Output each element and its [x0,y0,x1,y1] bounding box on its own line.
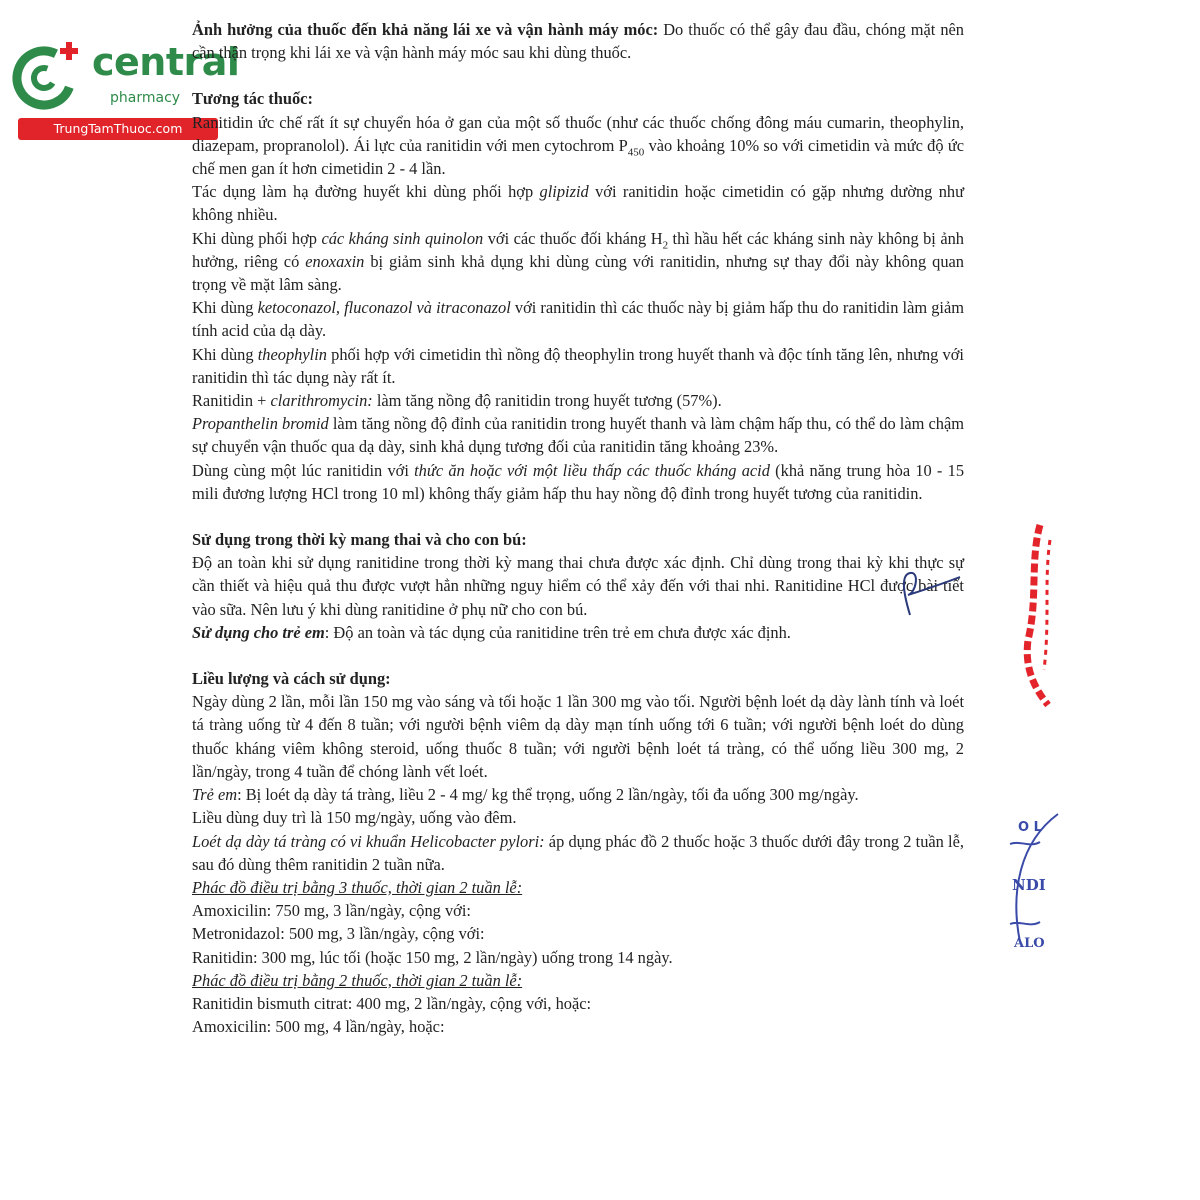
regimen2-item: Amoxicilin: 500 mg, 4 lần/ngày, hoặc: [192,1017,445,1037]
dosage-hp [192,830,964,876]
text-span: thì hầu hết các kháng sinh này không bị ảnh hưởng, riêng có [192,228,964,271]
children-text: : Độ an toàn và tác dụng của ranitidine trên trẻ em chưa được xác định. [324,622,791,642]
text-span: Khi dùng [192,344,258,364]
children-label: Sử dụng cho trẻ em [192,622,325,642]
regimen3-item: Ranitidin: 300 mg, lúc tối (hoặc 150 mg, 2 lần/ngày) uống trong 14 ngày. [192,947,673,967]
interactions-p1 [192,111,964,181]
interactions-p3 [192,227,964,297]
dosage-child-label: Trẻ em [192,785,238,805]
central-pharmacy-logo[interactable] [10,36,240,136]
interactions-p7 [192,412,964,458]
text-span: Khi dùng [192,298,258,318]
text-span: bị giảm sinh khả dụng khi dùng cùng với ranitidin, nhưng sự thay đổi này không quan trọng về mặt lâm sàng. [192,251,964,295]
italic-span: clarithromycin: [270,391,373,411]
text-span: Ranitidin ức chế rất ít sự chuyển hóa ở gan của một số thuốc (như các thuốc chống đông máu cumarin, theophylin, diazepam, propranolol). Ái lực của ranitidin với men cytochrom P [192,112,964,155]
text-span: Ranitidin + [192,391,271,411]
subscript: 450 [627,146,645,159]
interactions-p5 [192,343,964,389]
driving-text: Do thuốc có thể gây đau đầu, chóng mặt nên cần thận trọng khi lái xe và vận hành máy móc sau khi dùng thuốc. [192,20,964,63]
text-span: Dùng cùng một lúc ranitidin với [192,460,415,480]
children-paragraph [192,621,964,644]
dosage-heading: Liều lượng và cách sử dụng: [192,669,391,689]
italic-span: ketoconazol, fluconazol và itraconazol [257,298,511,318]
logo-tagline: pharmacy [110,90,181,106]
dosage-hp-label: Loét dạ dày tá tràng có vi khuẩn Helicobacter pylori: [192,831,545,851]
regimen2-title: Phác đồ điều trị bằng 2 thuốc, thời gian 2 tuần lễ: [192,970,523,990]
driving-heading: Ảnh hưởng của thuốc đến khả năng lái xe và vận hành máy móc: [192,20,659,39]
text-span: phối hợp với cimetidin thì nồng độ theophylin trong huyết thanh và độc tính tăng lên, nhưng với ranitidin thì tác dụng này rất ít. [192,344,964,387]
logo-website-link[interactable]: TrungTamThuoc.com [18,118,218,140]
regimen3-title: Phác đồ điều trị bằng 3 thuốc, thời gian 2 tuần lễ: [192,877,523,897]
italic-span: theophylin [257,344,327,364]
logo-brand: central [92,40,240,84]
logo-mark-icon [10,38,90,118]
stamp-text-mid: NDI [1012,876,1046,894]
blue-stamp-fragment [1000,812,1060,972]
stamp-text-top: O L [1018,820,1042,835]
dosage-p1: Ngày dùng 2 lần, mỗi lần 150 mg vào sáng và tối hoặc 1 lần 300 mg vào tối. Người bệnh loét dạ dày lành tính và loét tá tràng uống từ 4 đến 8 tuần; với người bệnh viêm dạ dày mạn tính uống tới 6 tuần; với người bệnh loét do dùng thuốc kháng viêm không steroid, uống thuốc 8 tuần; với người bệnh loét tá tràng, có thể uống liều 300 mg, 2 lần/ngày, trong 4 tuần để chóng lành vết loét. [192,692,964,781]
text-span: Tác dụng làm hạ đường huyết khi dùng phối hợp [192,182,540,202]
stamp-text-bottom: ALO [1014,936,1045,951]
text-span: với ranitidin thì các thuốc này bị giảm hấp thu do ranitidin làm giảm tính acid của dạ dày. [192,298,964,341]
dosage-child-text: : Bị loét dạ dày tá tràng, liều 2 - 4 mg/ kg thể trọng, uống 2 lần/ngày, tối đa uống 300 mg/ngày. [237,785,859,805]
italic-span: enoxaxin [305,251,365,271]
italic-span: Propanthelin bromid [192,414,329,434]
driving-paragraph [192,18,964,64]
dosage-maintenance: Liều dùng duy trì là 150 mg/ngày, uống vào đêm. [192,808,517,828]
italic-span: glipizid [539,182,589,202]
text-span: làm tăng nồng độ ranitidin trong huyết tương (57%). [372,391,722,411]
regimen3-item: Amoxicilin: 750 mg, 3 lần/ngày, cộng với: [192,901,471,921]
text-span: vào khoảng 10% so với cimetidin và mức độ ức chế men gan ít hơn cimetidin 2 - 4 lần. [192,135,964,179]
interactions-heading: Tương tác thuốc: [192,89,313,109]
subscript: 2 [662,238,669,251]
dosage-hp-text: áp dụng phác đồ 2 thuốc hoặc 3 thuốc dưới đây trong 2 tuần lễ, sau đó dùng thêm ranitidin 2 tuần nữa. [192,831,964,874]
interactions-p8 [192,459,964,505]
dosage-child [192,783,964,806]
document-body [192,18,964,1038]
interactions-p4 [192,296,964,342]
text-span: với ranitidin hoặc cimetidin có gặp nhưng dường như không nhiều. [192,182,965,225]
interactions-p2 [192,180,964,226]
text-span: với các thuốc đối kháng H [483,228,663,248]
regimen2-item: Ranitidin bismuth citrat: 400 mg, 2 lần/ngày, cộng với, hoặc: [192,993,592,1013]
italic-span: thức ăn hoặc với một liều thấp các thuốc kháng acid [414,460,770,480]
text-span: Khi dùng phối hợp [192,228,322,248]
pregnancy-heading: Sử dụng trong thời kỳ mang thai và cho con bú: [192,530,527,550]
red-stamp-fragment-icon [1010,520,1060,710]
interactions-p6 [192,389,964,412]
text-span: (khả năng trung hòa 10 - 15 mili đương lượng HCl trong 10 ml) không thấy giảm hấp thu hay nồng độ đỉnh trong huyết tương của ranitidin. [192,460,965,503]
italic-span: các kháng sinh quinolon [321,228,484,248]
text-span: làm tăng nồng độ đỉnh của ranitidin trong huyết thanh và làm chậm hấp thu, có thể do làm chậm sự chuyển vận thuốc qua dạ dày, sinh khả dụng tương đối của ranitidin tăng khoảng 23%. [192,414,964,457]
pregnancy-text: Độ an toàn khi sử dụng ranitidine trong thời kỳ mang thai chưa được xác định. Chỉ dùng trong thai kỳ khi thực sự cần thiết và hiệu quả thu được vượt hẳn những nguy hiểm có thể xảy đến với thai nhi. Ranitidine HCl được bài tiết vào sữa. Nên lưu ý khi dùng ranitidine ở phụ nữ cho con bú. [192,553,964,619]
regimen3-item: Metronidazol: 500 mg, 3 lần/ngày, cộng với: [192,924,485,944]
signature-icon [890,565,970,620]
